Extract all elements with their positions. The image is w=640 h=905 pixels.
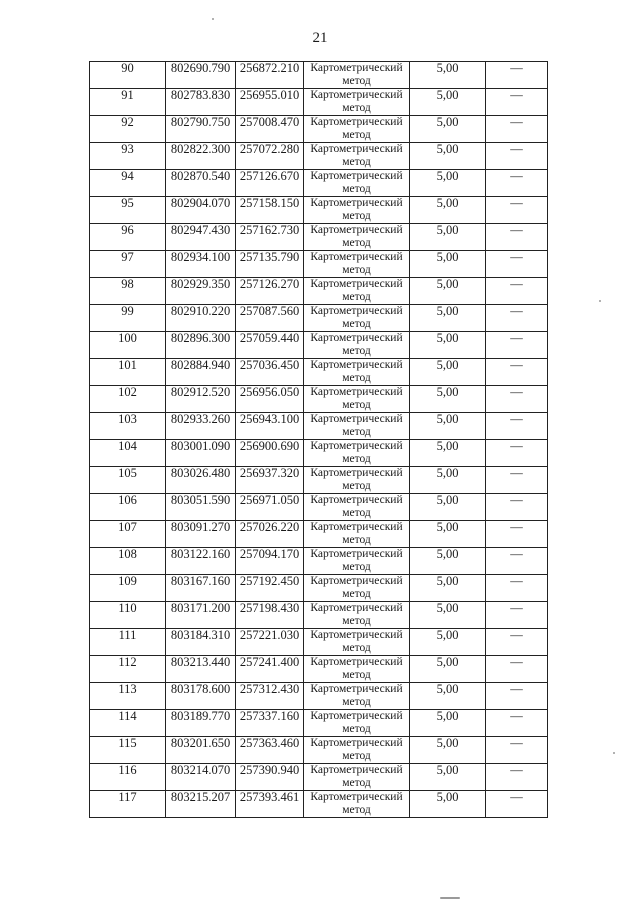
accuracy-cell: 5,00 (410, 359, 486, 386)
scan-speck (440, 897, 460, 899)
method-text-line: метод (342, 507, 371, 519)
y-coordinate-cell: 257126.670 (236, 170, 304, 197)
method-cell (304, 332, 410, 359)
method-cell (304, 413, 410, 440)
method-cell (304, 575, 410, 602)
x-coordinate-cell: 803178.600 (166, 683, 236, 710)
method-text-line: Картометрический (310, 89, 403, 101)
accuracy-cell: 5,00 (410, 89, 486, 116)
x-coordinate-cell: 802912.520 (166, 386, 236, 413)
table-row (90, 197, 548, 224)
table-row (90, 332, 548, 359)
note-cell: — (486, 251, 548, 278)
method-cell (304, 764, 410, 791)
x-coordinate-cell: 802870.540 (166, 170, 236, 197)
note-cell: — (486, 440, 548, 467)
point-number-cell: 94 (90, 170, 166, 197)
note-cell: — (486, 413, 548, 440)
point-number-cell: 107 (90, 521, 166, 548)
method-text-line: метод (342, 588, 371, 600)
method-cell (304, 224, 410, 251)
y-coordinate-cell: 256872.210 (236, 62, 304, 89)
method-text-line: метод (342, 183, 371, 195)
y-coordinate-cell: 256971.050 (236, 494, 304, 521)
y-coordinate-cell: 257162.730 (236, 224, 304, 251)
x-coordinate-cell: 802933.260 (166, 413, 236, 440)
y-coordinate-cell: 257008.470 (236, 116, 304, 143)
note-cell: — (486, 89, 548, 116)
method-cell (304, 629, 410, 656)
x-coordinate-cell: 803051.590 (166, 494, 236, 521)
point-number-cell: 115 (90, 737, 166, 764)
note-cell: — (486, 359, 548, 386)
point-number-cell: 109 (90, 575, 166, 602)
method-text-line: Картометрический (310, 224, 403, 236)
x-coordinate-cell: 803026.480 (166, 467, 236, 494)
x-coordinate-cell: 803201.650 (166, 737, 236, 764)
method-cell (304, 251, 410, 278)
method-cell (304, 305, 410, 332)
y-coordinate-cell: 257363.460 (236, 737, 304, 764)
note-cell: — (486, 305, 548, 332)
accuracy-cell: 5,00 (410, 278, 486, 305)
table-row (90, 251, 548, 278)
x-coordinate-cell: 803167.160 (166, 575, 236, 602)
y-coordinate-cell: 257312.430 (236, 683, 304, 710)
method-text-line: Картометрический (310, 413, 403, 425)
table-row (90, 305, 548, 332)
note-cell: — (486, 197, 548, 224)
x-coordinate-cell: 802934.100 (166, 251, 236, 278)
accuracy-cell: 5,00 (410, 305, 486, 332)
y-coordinate-cell: 257158.150 (236, 197, 304, 224)
point-number-cell: 108 (90, 548, 166, 575)
method-text-line: Картометрический (310, 278, 403, 290)
accuracy-cell: 5,00 (410, 764, 486, 791)
method-text-line: Картометрический (310, 548, 403, 560)
note-cell: — (486, 602, 548, 629)
x-coordinate-cell: 803001.090 (166, 440, 236, 467)
x-coordinate-cell: 803091.270 (166, 521, 236, 548)
point-number-cell: 93 (90, 143, 166, 170)
method-text-line: метод (342, 750, 371, 762)
table-row (90, 710, 548, 737)
method-cell (304, 710, 410, 737)
note-cell: — (486, 737, 548, 764)
y-coordinate-cell: 257198.430 (236, 602, 304, 629)
note-cell: — (486, 170, 548, 197)
method-cell (304, 386, 410, 413)
table-row (90, 764, 548, 791)
coordinates-table (89, 61, 548, 818)
x-coordinate-cell: 803184.310 (166, 629, 236, 656)
accuracy-cell: 5,00 (410, 494, 486, 521)
point-number-cell: 110 (90, 602, 166, 629)
method-text-line: Картометрический (310, 629, 403, 641)
y-coordinate-cell: 257135.790 (236, 251, 304, 278)
x-coordinate-cell: 802896.300 (166, 332, 236, 359)
method-cell (304, 467, 410, 494)
method-cell (304, 683, 410, 710)
point-number-cell: 96 (90, 224, 166, 251)
x-coordinate-cell: 803213.440 (166, 656, 236, 683)
accuracy-cell: 5,00 (410, 440, 486, 467)
x-coordinate-cell: 802947.430 (166, 224, 236, 251)
method-text-line: Картометрический (310, 386, 403, 398)
y-coordinate-cell: 257241.400 (236, 656, 304, 683)
method-text-line: метод (342, 102, 371, 114)
accuracy-cell: 5,00 (410, 575, 486, 602)
point-number-cell: 103 (90, 413, 166, 440)
note-cell: — (486, 575, 548, 602)
x-coordinate-cell: 802904.070 (166, 197, 236, 224)
table-row (90, 737, 548, 764)
note-cell: — (486, 386, 548, 413)
table-row (90, 386, 548, 413)
table-row (90, 494, 548, 521)
x-coordinate-cell: 802790.750 (166, 116, 236, 143)
method-text-line: метод (342, 723, 371, 735)
table-row (90, 413, 548, 440)
page-number: 21 (312, 30, 328, 46)
method-text-line: Картометрический (310, 305, 403, 317)
table-row (90, 629, 548, 656)
note-cell: — (486, 332, 548, 359)
method-text-line: Картометрический (310, 332, 403, 344)
point-number-cell: 105 (90, 467, 166, 494)
x-coordinate-cell: 802690.790 (166, 62, 236, 89)
method-cell (304, 278, 410, 305)
method-text-line: метод (342, 264, 371, 276)
accuracy-cell: 5,00 (410, 602, 486, 629)
point-number-cell: 95 (90, 197, 166, 224)
table-row (90, 224, 548, 251)
note-cell: — (486, 548, 548, 575)
point-number-cell: 99 (90, 305, 166, 332)
method-text-line: Картометрический (310, 602, 403, 614)
coordinates-table-body (90, 62, 548, 818)
accuracy-cell: 5,00 (410, 656, 486, 683)
table-row (90, 548, 548, 575)
table-row (90, 359, 548, 386)
method-cell (304, 494, 410, 521)
y-coordinate-cell: 257337.160 (236, 710, 304, 737)
point-number-cell: 92 (90, 116, 166, 143)
method-text-line: Картометрический (310, 656, 403, 668)
x-coordinate-cell: 802929.350 (166, 278, 236, 305)
point-number-cell: 114 (90, 710, 166, 737)
table-row (90, 683, 548, 710)
method-cell (304, 737, 410, 764)
method-text-line: Картометрический (310, 521, 403, 533)
method-text-line: метод (342, 318, 371, 330)
point-number-cell: 116 (90, 764, 166, 791)
y-coordinate-cell: 256937.320 (236, 467, 304, 494)
accuracy-cell: 5,00 (410, 521, 486, 548)
table-row (90, 521, 548, 548)
x-coordinate-cell: 803214.070 (166, 764, 236, 791)
point-number-cell: 102 (90, 386, 166, 413)
table-row (90, 791, 548, 818)
method-cell (304, 602, 410, 629)
note-cell: — (486, 521, 548, 548)
table-row (90, 440, 548, 467)
table-row (90, 89, 548, 116)
y-coordinate-cell: 257393.461 (236, 791, 304, 818)
y-coordinate-cell: 256955.010 (236, 89, 304, 116)
note-cell: — (486, 62, 548, 89)
method-text-line: метод (342, 642, 371, 654)
method-text-line: Картометрический (310, 197, 403, 209)
y-coordinate-cell: 257036.450 (236, 359, 304, 386)
method-cell (304, 197, 410, 224)
point-number-cell: 100 (90, 332, 166, 359)
point-number-cell: 91 (90, 89, 166, 116)
method-text-line: метод (342, 156, 371, 168)
y-coordinate-cell: 257221.030 (236, 629, 304, 656)
method-text-line: Картометрический (310, 440, 403, 452)
table-row (90, 143, 548, 170)
method-text-line: Картометрический (310, 494, 403, 506)
method-text-line: метод (342, 210, 371, 222)
point-number-cell: 101 (90, 359, 166, 386)
x-coordinate-cell: 803215.207 (166, 791, 236, 818)
note-cell: — (486, 710, 548, 737)
point-number-cell: 111 (90, 629, 166, 656)
method-text-line: метод (342, 75, 371, 87)
note-cell: — (486, 116, 548, 143)
point-number-cell: 112 (90, 656, 166, 683)
point-number-cell: 113 (90, 683, 166, 710)
method-text-line: Картометрический (310, 737, 403, 749)
accuracy-cell: 5,00 (410, 197, 486, 224)
table-row (90, 656, 548, 683)
method-text-line: метод (342, 804, 371, 816)
method-text-line: метод (342, 426, 371, 438)
y-coordinate-cell: 257094.170 (236, 548, 304, 575)
y-coordinate-cell: 257072.280 (236, 143, 304, 170)
point-number-cell: 98 (90, 278, 166, 305)
method-text-line: метод (342, 372, 371, 384)
method-text-line: метод (342, 534, 371, 546)
method-text-line: Картометрический (310, 359, 403, 371)
method-text-line: метод (342, 345, 371, 357)
point-number-cell: 106 (90, 494, 166, 521)
method-text-line: Картометрический (310, 683, 403, 695)
method-text-line: метод (342, 615, 371, 627)
accuracy-cell: 5,00 (410, 332, 486, 359)
x-coordinate-cell: 803122.160 (166, 548, 236, 575)
accuracy-cell: 5,00 (410, 710, 486, 737)
method-text-line: Картометрический (310, 710, 403, 722)
x-coordinate-cell: 802783.830 (166, 89, 236, 116)
point-number-cell: 90 (90, 62, 166, 89)
method-text-line: Картометрический (310, 143, 403, 155)
accuracy-cell: 5,00 (410, 629, 486, 656)
scan-speck (212, 18, 214, 20)
method-text-line: Картометрический (310, 62, 403, 74)
y-coordinate-cell: 257126.270 (236, 278, 304, 305)
scan-speck (613, 752, 615, 754)
table-row (90, 116, 548, 143)
method-text-line: метод (342, 777, 371, 789)
x-coordinate-cell: 803189.770 (166, 710, 236, 737)
method-cell (304, 521, 410, 548)
method-cell (304, 548, 410, 575)
method-text-line: метод (342, 696, 371, 708)
table-row (90, 170, 548, 197)
note-cell: — (486, 791, 548, 818)
y-coordinate-cell: 256943.100 (236, 413, 304, 440)
method-text-line: метод (342, 561, 371, 573)
table-row (90, 602, 548, 629)
method-cell (304, 170, 410, 197)
method-cell (304, 62, 410, 89)
note-cell: — (486, 143, 548, 170)
accuracy-cell: 5,00 (410, 170, 486, 197)
method-cell (304, 116, 410, 143)
x-coordinate-cell: 803171.200 (166, 602, 236, 629)
note-cell: — (486, 656, 548, 683)
y-coordinate-cell: 257059.440 (236, 332, 304, 359)
y-coordinate-cell: 256900.690 (236, 440, 304, 467)
y-coordinate-cell: 257390.940 (236, 764, 304, 791)
method-text-line: метод (342, 129, 371, 141)
note-cell: — (486, 683, 548, 710)
accuracy-cell: 5,00 (410, 251, 486, 278)
y-coordinate-cell: 256956.050 (236, 386, 304, 413)
note-cell: — (486, 629, 548, 656)
method-text-line: метод (342, 237, 371, 249)
accuracy-cell: 5,00 (410, 224, 486, 251)
accuracy-cell: 5,00 (410, 143, 486, 170)
x-coordinate-cell: 802884.940 (166, 359, 236, 386)
method-text-line: Картометрический (310, 170, 403, 182)
point-number-cell: 104 (90, 440, 166, 467)
note-cell: — (486, 494, 548, 521)
scan-speck (599, 300, 601, 302)
table-row (90, 575, 548, 602)
method-text-line: метод (342, 669, 371, 681)
method-text-line: Картометрический (310, 575, 403, 587)
method-text-line: Картометрический (310, 467, 403, 479)
method-text-line: метод (342, 291, 371, 303)
y-coordinate-cell: 257192.450 (236, 575, 304, 602)
note-cell: — (486, 224, 548, 251)
accuracy-cell: 5,00 (410, 413, 486, 440)
accuracy-cell: 5,00 (410, 467, 486, 494)
note-cell: — (486, 764, 548, 791)
table-row (90, 467, 548, 494)
method-cell (304, 440, 410, 467)
point-number-cell: 97 (90, 251, 166, 278)
method-cell (304, 791, 410, 818)
x-coordinate-cell: 802822.300 (166, 143, 236, 170)
method-cell (304, 143, 410, 170)
table-row (90, 62, 548, 89)
method-text-line: Картометрический (310, 764, 403, 776)
method-text-line: метод (342, 453, 371, 465)
accuracy-cell: 5,00 (410, 62, 486, 89)
method-cell (304, 359, 410, 386)
point-number-cell: 117 (90, 791, 166, 818)
table-row (90, 278, 548, 305)
accuracy-cell: 5,00 (410, 683, 486, 710)
y-coordinate-cell: 257026.220 (236, 521, 304, 548)
method-text-line: метод (342, 480, 371, 492)
accuracy-cell: 5,00 (410, 386, 486, 413)
x-coordinate-cell: 802910.220 (166, 305, 236, 332)
method-text-line: Картометрический (310, 116, 403, 128)
method-text-line: Картометрический (310, 251, 403, 263)
y-coordinate-cell: 257087.560 (236, 305, 304, 332)
note-cell: — (486, 467, 548, 494)
accuracy-cell: 5,00 (410, 548, 486, 575)
accuracy-cell: 5,00 (410, 791, 486, 818)
accuracy-cell: 5,00 (410, 737, 486, 764)
method-text-line: метод (342, 399, 371, 411)
method-cell (304, 89, 410, 116)
method-text-line: Картометрический (310, 791, 403, 803)
method-cell (304, 656, 410, 683)
note-cell: — (486, 278, 548, 305)
accuracy-cell: 5,00 (410, 116, 486, 143)
